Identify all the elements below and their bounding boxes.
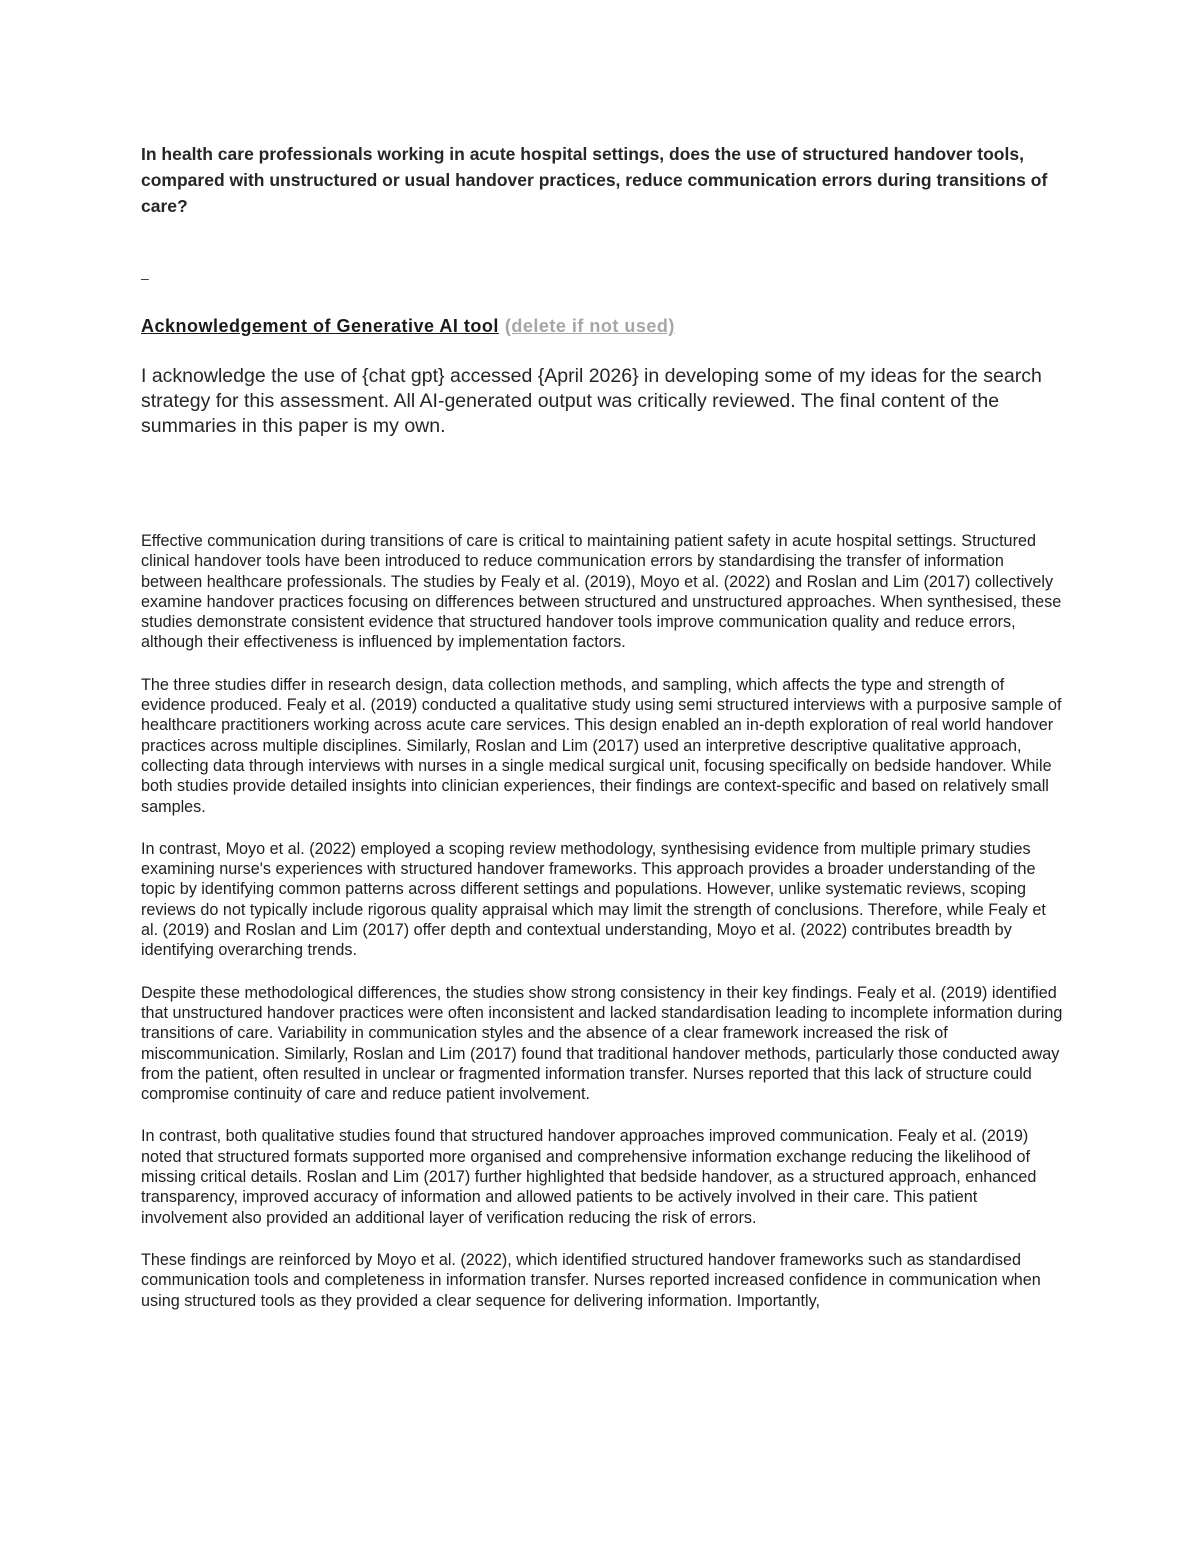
acknowledgement-heading xyxy=(141,316,675,337)
body-paragraph: In contrast, Moyo et al. (2022) employed a scoping review methodology, synthesising evidence from multiple primary studies examining nurse's experiences with structured handover frameworks. This approach provides a broader understanding of the topic by identifying common patterns across different settings and populations. However, unlike systematic reviews, scoping reviews do not typically include rigorous quality appraisal which may limit the strength of conclusions. Therefore, while Fealy et al. (2019) and Roslan and Lim (2017) offer depth and contextual understanding, Moyo et al. (2022) contributes breadth by identifying overarching trends. xyxy=(141,839,1046,960)
body-paragraph: In contrast, both qualitative studies found that structured handover approaches improved communication. Fealy et al. (2019) noted that structured formats supported more organised and comprehensive information exchange reducing the likelihood of missing critical details. Roslan and Lim (2017) further highlighted that bedside handover, as a structured approach, enhanced transparency, improved accuracy of information and allowed patients to be actively involved in their care. This patient involvement also provided an additional layer of verification reducing the risk of errors. xyxy=(141,1127,1037,1227)
acknowledgement-body: I acknowledge the use of {chat gpt} accessed {April 2026} in developing some of my ideas for the search strategy for this assessment. All AI-generated output was critically reviewed. The final content of the summaries in this paper is my own. xyxy=(141,365,1042,437)
separator-dash: – xyxy=(141,270,149,286)
acknowledgement-note: (delete if not used) xyxy=(504,316,675,336)
research-question: In health care professionals working in acute hospital settings, does the use of structured handover tools, compared with unstructured or usual handover practices, reduce communication errors during transitions of care? xyxy=(141,144,1048,216)
body-paragraph: These findings are reinforced by Moyo et al. (2022), which identified structured handover frameworks such as standardised communication tools and completeness in information transfer. Nurses reported increased confidence in communication when using structured tools as they provided a clear sequence for delivering information. Importantly, xyxy=(141,1250,1041,1310)
body-text xyxy=(141,531,1066,1333)
body-paragraph: Effective communication during transitions of care is critical to maintaining patient safety in acute hospital settings. Structured clinical handover tools have been introduced to reduce communication errors by standardising the transfer of information between healthcare professionals. The studies by Fealy et al. (2019), Moyo et al. (2022) and Roslan and Lim (2017) collectively examine handover practices focusing on differences between structured and unstructured approaches. When synthesised, these studies demonstrate consistent evidence that structured handover tools improve communication quality and reduce errors, although their effectiveness is influenced by implementation factors. xyxy=(141,532,1062,652)
acknowledgement-title: Acknowledgement of Generative AI tool xyxy=(141,316,499,336)
body-paragraph: Despite these methodological differences, the studies show strong consistency in their key findings. Fealy et al. (2019) identified that unstructured handover practices were often inconsistent and lacked standardisation leading to incomplete information during transitions of care. Variability in communication styles and the absence of a clear framework increased the risk of miscommunication. Similarly, Roslan and Lim (2017) found that traditional handover methods, particularly those conducted away from the patient, often resulted in unclear or fragmented information transfer. Nurses reported that this lack of structure could compromise continuity of care and reduce patient involvement. xyxy=(141,983,1063,1104)
body-paragraph: The three studies differ in research design, data collection methods, and sampling, which affects the type and strength of evidence produced. Fealy et al. (2019) conducted a qualitative study using semi structured interviews with a purposive sample of healthcare practitioners working across acute care services. This design enabled an in-depth exploration of real world handover practices across multiple disciplines. Similarly, Roslan and Lim (2017) used an interpretive descriptive qualitative approach, collecting data through interviews with nurses in a single medical surgical unit, focusing specifically on bedside handover. While both studies provide detailed insights into clinician experiences, their findings are context-specific and based on relatively small samples. xyxy=(141,675,1062,816)
